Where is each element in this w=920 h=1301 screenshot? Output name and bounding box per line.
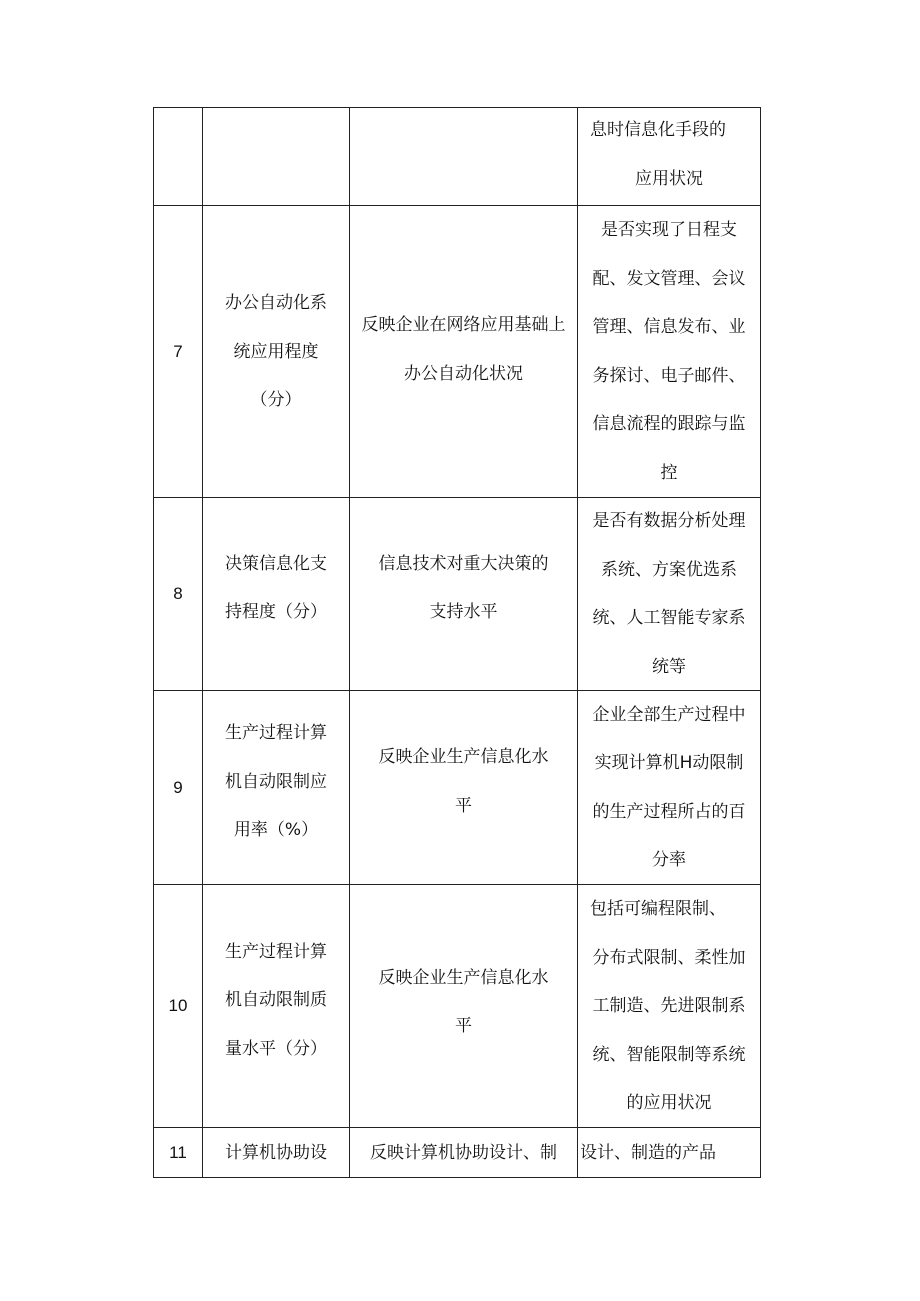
meaning-line: 反映企业生产信息化水 — [378, 747, 549, 768]
indicator-meaning-cell — [350, 108, 578, 206]
table-row — [154, 885, 761, 1128]
description-line: 信息流程的跟踪与监 — [592, 414, 746, 435]
indicator-description-cell — [578, 498, 761, 691]
name-line: 用率（%） — [233, 820, 319, 840]
description-line: 统等 — [652, 656, 686, 677]
name-line: 机自动限制应 — [225, 771, 327, 792]
name-line: 决策信息化支 — [225, 553, 327, 574]
indicator-name-cell — [203, 206, 350, 498]
meaning-line: 办公自动化状况 — [404, 363, 523, 384]
meaning-line: 平 — [455, 795, 472, 816]
name-line: 机自动限制质 — [225, 990, 327, 1010]
description-line: 控 — [660, 462, 678, 483]
description-line: 企业全部生产过程中 — [592, 704, 746, 725]
name-line: 持程度（分） — [225, 602, 327, 623]
description-line: 应用状况 — [635, 168, 703, 189]
row-number-cell: 10 — [154, 885, 203, 1128]
indicator-description-cell — [578, 885, 761, 1128]
table-row — [154, 691, 761, 885]
name-line: 生产过程计算 — [225, 941, 327, 962]
description-line: 的生产过程所占的百 — [592, 801, 746, 822]
meaning-line: 支持水平 — [429, 602, 498, 623]
name-line: 统应用程度 — [233, 341, 319, 362]
row-number-cell: 7 — [154, 206, 203, 498]
row-number-cell: 8 — [154, 498, 203, 691]
table-row — [154, 498, 761, 691]
description-line: 配、发文管理、会议 — [592, 268, 746, 289]
meaning-line: 反映企业在网络应用基础上 — [361, 315, 566, 336]
table-row — [154, 108, 761, 206]
description-line: 工制造、先进限制系 — [592, 996, 746, 1016]
description-line: 设计、制造的产品 — [580, 1142, 716, 1163]
description-line: 包括可编程限制、 — [590, 899, 726, 919]
name-line: 生产过程计算 — [225, 723, 327, 743]
description-line: 统、智能限制等系统 — [592, 1044, 746, 1065]
description-line: 息时信息化手段的 — [590, 120, 726, 141]
description-line: 是否实现了日程支 — [601, 220, 737, 241]
indicator-meaning-cell — [350, 885, 578, 1128]
indicator-meaning-cell — [350, 691, 578, 885]
meaning-line: 反映计算机协助设计、制 — [370, 1142, 557, 1163]
description-line: 是否有数据分析处理 — [592, 511, 746, 532]
indicator-description-cell — [578, 108, 761, 206]
name-line: 计算机协助设 — [225, 1142, 327, 1163]
description-line: 管理、信息发布、业 — [592, 317, 746, 338]
indicator-table — [153, 107, 761, 1178]
description-line: 分布式限制、柔性加 — [592, 947, 746, 968]
indicator-description-cell — [578, 1128, 761, 1178]
indicator-meaning-cell — [350, 206, 578, 498]
description-line: 实现计算机H动限制 — [594, 753, 744, 774]
name-line: （分） — [250, 390, 302, 410]
meaning-line: 信息技术对重大决策的 — [378, 553, 549, 574]
meaning-line: 平 — [455, 1016, 472, 1037]
indicator-name-cell — [203, 885, 350, 1128]
indicator-name-cell — [203, 691, 350, 885]
name-line: 办公自动化系 — [225, 293, 327, 313]
meaning-line: 反映企业生产信息化水 — [378, 967, 549, 988]
indicator-description-cell — [578, 206, 761, 498]
row-number-cell — [154, 108, 203, 206]
indicator-meaning-cell — [350, 498, 578, 691]
name-line: 量水平（分） — [225, 1038, 327, 1059]
description-line: 务探讨、电子邮件、 — [592, 365, 746, 386]
indicator-description-cell — [578, 691, 761, 885]
indicator-meaning-cell — [350, 1128, 578, 1178]
description-line: 分率 — [652, 850, 686, 871]
indicator-name-cell — [203, 498, 350, 691]
row-number-cell: 11 — [154, 1128, 203, 1178]
indicator-name-cell — [203, 1128, 350, 1178]
indicator-name-cell — [203, 108, 350, 206]
description-line: 统、人工智能专家系 — [592, 608, 746, 629]
table-row — [154, 206, 761, 498]
table-row — [154, 1128, 761, 1178]
description-line: 系统、方案优选系 — [601, 559, 737, 580]
description-line: 的应用状况 — [626, 1093, 712, 1113]
row-number-cell: 9 — [154, 691, 203, 885]
